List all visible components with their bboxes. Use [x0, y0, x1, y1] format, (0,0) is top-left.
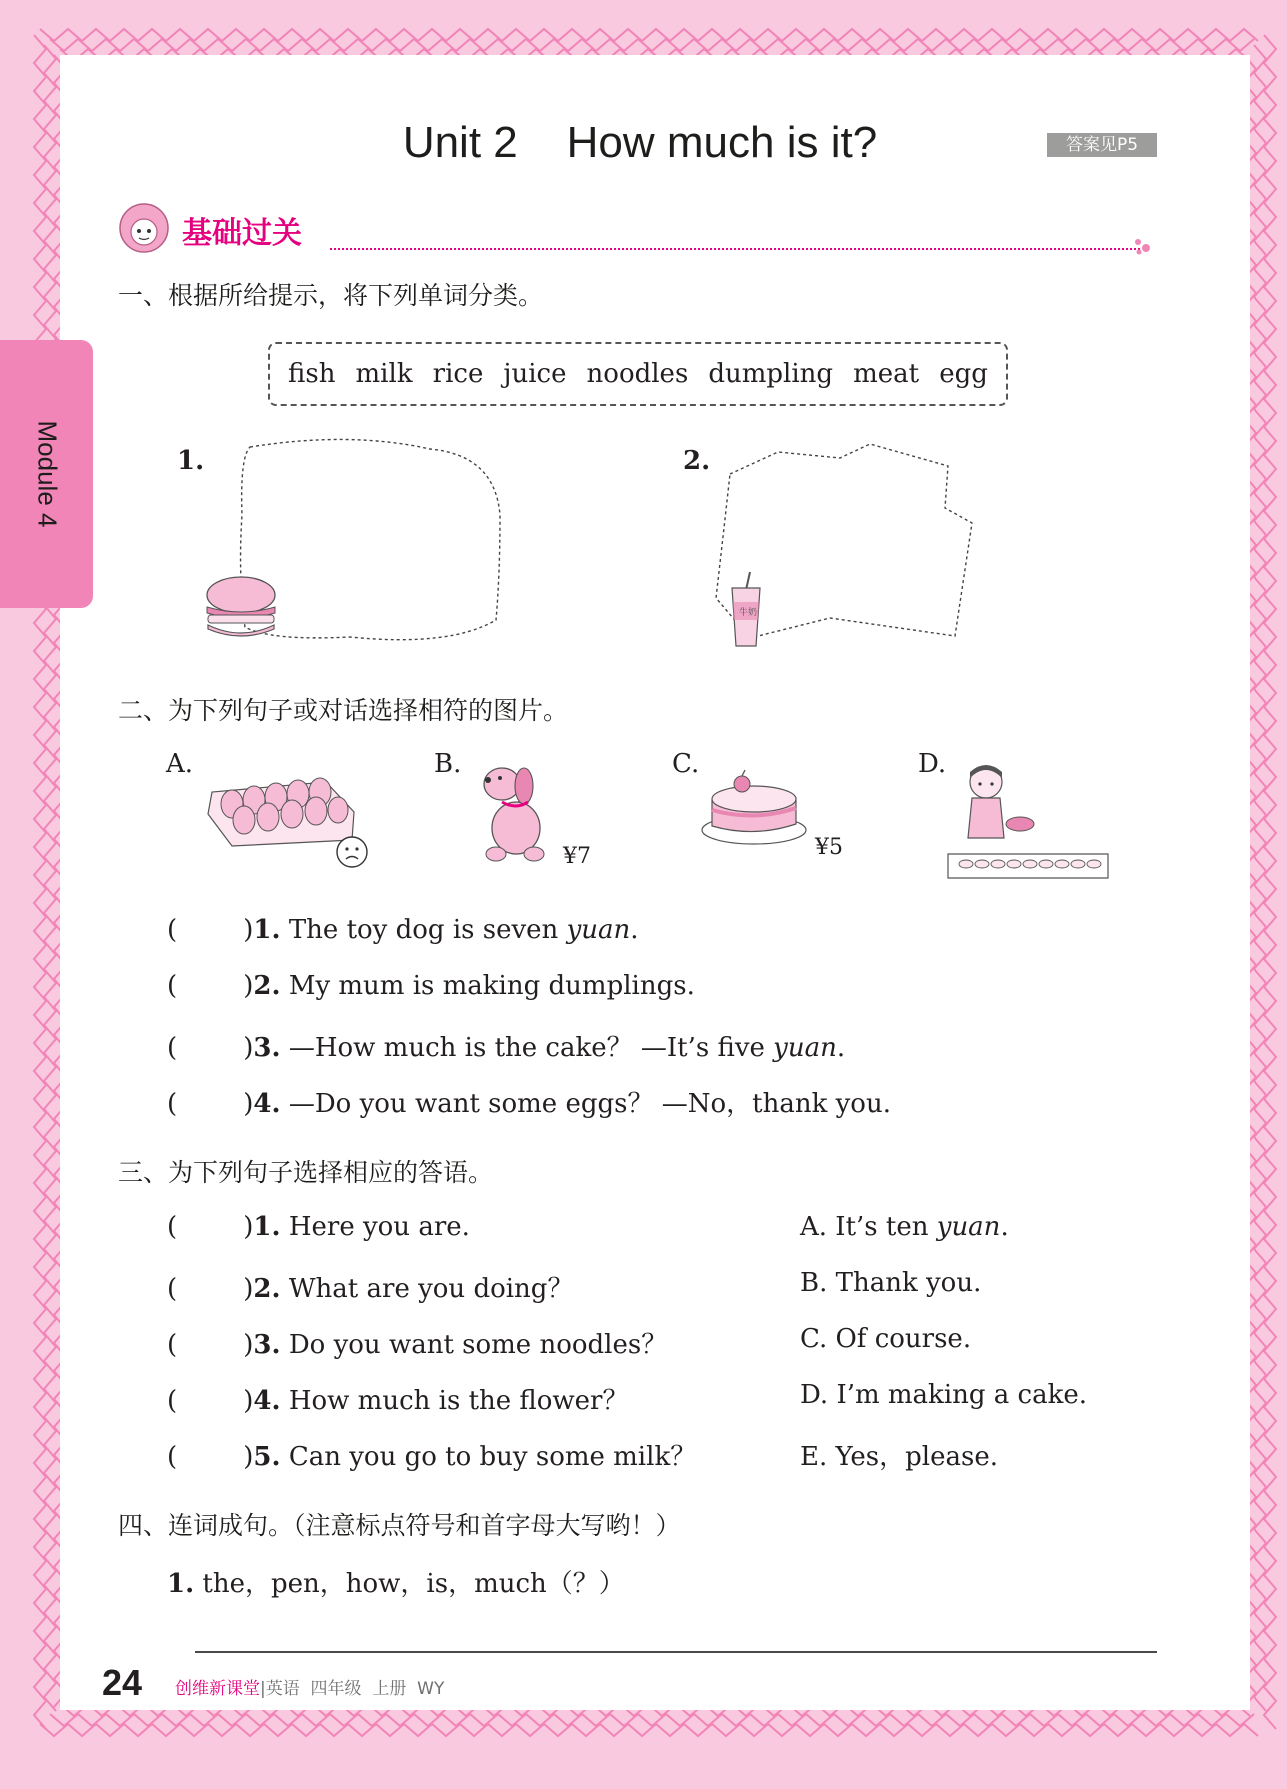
page-title: Unit 2 How much is it?: [402, 118, 878, 167]
answer-italic: yuan: [936, 1212, 1001, 1242]
box2-label: 2.: [683, 446, 711, 476]
word-bank: [268, 342, 1008, 406]
word-item: juice: [503, 359, 567, 389]
item-text: Do you want some noodles？: [280, 1330, 668, 1360]
q2-heading: 二、为下列句子或对话选择相符的图片。: [118, 696, 569, 725]
q3-heading: 三、为下列句子选择相应的答语。: [118, 1158, 494, 1187]
section-mascot-icon: [116, 200, 172, 256]
item-number: 1.: [253, 1212, 281, 1242]
item-text: Here you are.: [280, 1212, 470, 1242]
word-item: meat: [853, 359, 920, 389]
option-d-label: D.: [918, 749, 947, 779]
item-number: 3.: [253, 1330, 281, 1360]
answer-blank[interactable]: ( ): [167, 1274, 254, 1304]
milk-cup-label: 牛奶: [739, 608, 758, 618]
q3-item-4: [167, 1380, 628, 1417]
q3-answer-e: [800, 1436, 998, 1473]
item-number: 1.: [167, 1569, 195, 1599]
q3-answer-c: [800, 1324, 971, 1354]
answer-text: E. Yes，please.: [800, 1442, 998, 1472]
item-number: 1.: [253, 915, 281, 945]
price-b: ¥7: [563, 844, 591, 869]
page-number: 24: [102, 1662, 143, 1703]
item-text: —How much is the cake？ —It’s five: [280, 1033, 774, 1063]
q3-item-5: [167, 1436, 696, 1473]
burger-icon: [202, 573, 280, 641]
word-item: noodles: [586, 359, 689, 389]
answer-blank[interactable]: ( ): [167, 1330, 254, 1360]
series-name: 创维新课堂: [175, 1679, 260, 1699]
q3-item-1: [167, 1212, 470, 1242]
q4-item-1: [167, 1563, 625, 1600]
module-tab-label: Module 4: [32, 420, 62, 528]
option-a-label: A.: [166, 749, 194, 779]
answer-text: A. It’s ten: [800, 1212, 937, 1242]
answer-text: B. Thank you.: [800, 1268, 982, 1298]
footer-divider: |: [260, 1679, 266, 1699]
making-dumplings-icon: [944, 760, 1112, 882]
answer-blank[interactable]: ( ): [167, 915, 254, 945]
q3-item-3: [167, 1324, 667, 1361]
q2-item-3: [167, 1027, 845, 1064]
answer-blank[interactable]: ( ): [167, 1386, 254, 1416]
q1-heading: 一、根据所给提示，将下列单词分类。: [118, 281, 544, 310]
q2-item-2: [167, 971, 695, 1001]
q4-heading: 四、连词成句。（注意标点符号和首字母大写哟！）: [118, 1511, 681, 1540]
section-divider: [330, 248, 1140, 250]
book-info: 英语 四年级 上册 WY: [265, 1679, 445, 1699]
footer-series: [175, 1674, 444, 1699]
sad-face-icon: [334, 834, 370, 870]
item-text-end: .: [836, 1033, 846, 1063]
q3-answer-a: [800, 1212, 1009, 1242]
q2-item-4: [167, 1083, 891, 1120]
milk-cup-icon: [726, 570, 766, 652]
word-item: rice: [432, 359, 484, 389]
item-text: What are you doing？: [280, 1274, 574, 1304]
item-text: Can you go to buy some milk？: [280, 1442, 697, 1472]
toy-dog-icon: [476, 758, 556, 866]
item-text: the，pen，how，is，much（？）: [194, 1569, 625, 1599]
q3-answer-b: [800, 1268, 981, 1298]
price-c: ¥5: [815, 835, 843, 860]
item-number: 2.: [253, 1274, 281, 1304]
module-tab: [0, 340, 93, 608]
footer-rule: [195, 1651, 1157, 1653]
answer-blank[interactable]: ( ): [167, 1089, 254, 1119]
answer-text: C. Of course.: [800, 1324, 972, 1354]
item-number: 4.: [253, 1386, 281, 1416]
item-italic: yuan: [566, 915, 631, 945]
answer-text-end: .: [1000, 1212, 1009, 1242]
item-number: 3.: [253, 1033, 281, 1063]
answer-blank[interactable]: ( ): [167, 971, 254, 1001]
option-c-label: C.: [672, 749, 700, 779]
q3-answer-d: [800, 1380, 1087, 1410]
item-italic: yuan: [773, 1033, 837, 1063]
item-text: The toy dog is seven: [280, 915, 567, 945]
option-b-label: B.: [434, 749, 462, 779]
section-title: 基础过关: [182, 216, 302, 251]
q2-item-1: [167, 915, 639, 945]
item-text: —Do you want some eggs？ —No，thank you.: [280, 1089, 891, 1119]
answer-blank[interactable]: ( ): [167, 1212, 254, 1242]
item-text-end: .: [630, 915, 639, 945]
word-item: egg: [939, 359, 988, 389]
cake-icon: [698, 766, 810, 850]
answer-text: D. I’m making a cake.: [800, 1380, 1088, 1410]
item-text: My mum is making dumplings.: [280, 971, 695, 1001]
answer-blank[interactable]: ( ): [167, 1442, 254, 1472]
item-number: 5.: [253, 1442, 281, 1472]
answer-reference-tag: 答案见P5: [1047, 133, 1157, 157]
box1-label: 1.: [177, 446, 205, 476]
q3-item-2: [167, 1268, 573, 1305]
word-item: dumpling: [708, 359, 834, 389]
word-item: milk: [355, 359, 413, 389]
answer-blank[interactable]: ( ): [167, 1033, 254, 1063]
item-number: 4.: [253, 1089, 281, 1119]
divider-dots-icon: [1132, 236, 1162, 256]
word-item: fish: [288, 359, 336, 389]
item-text: How much is the flower？: [280, 1386, 629, 1416]
item-number: 2.: [253, 971, 281, 1001]
